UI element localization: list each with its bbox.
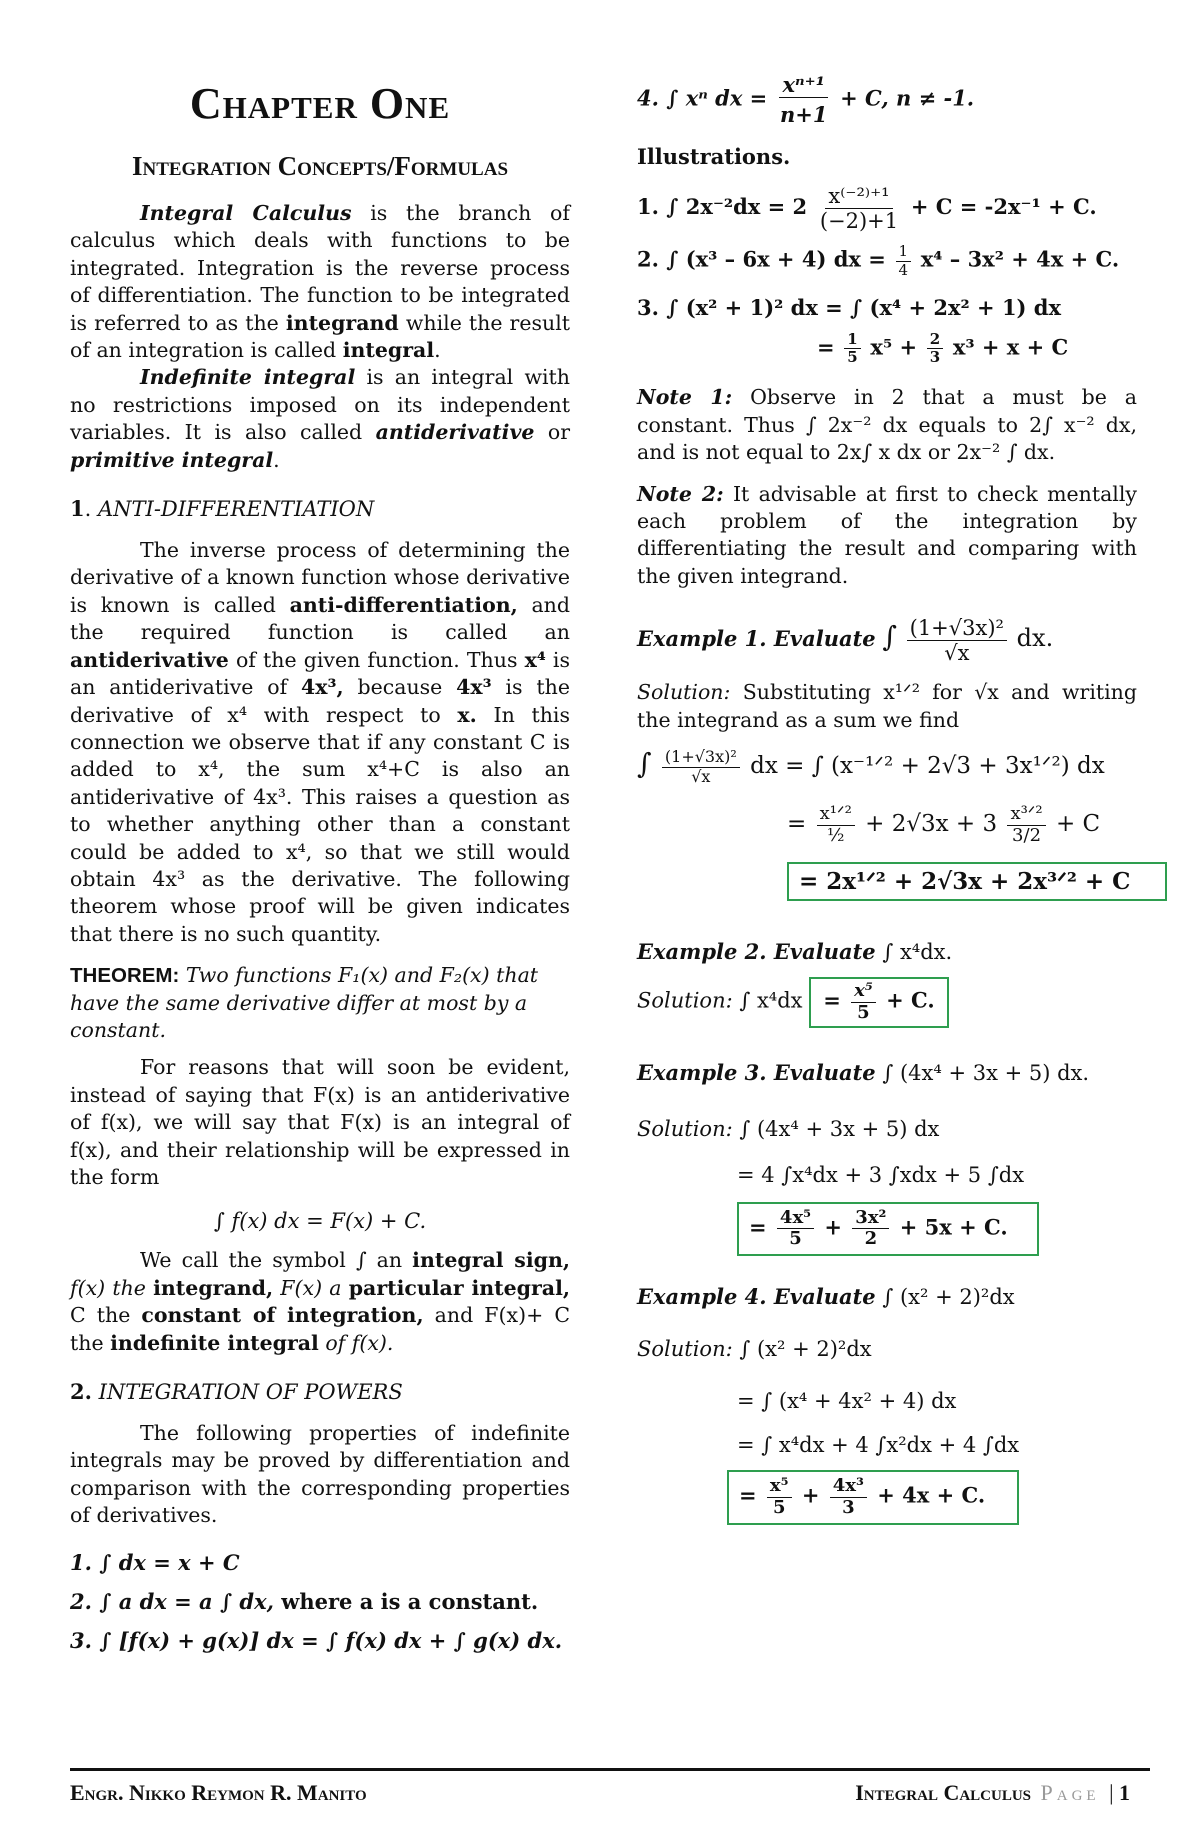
example-4-frac-2 (830, 1476, 867, 1518)
step-1-right: dx = ∫ (x⁻¹ᐟ² + 2√3 + 3x¹ᐟ²) dx (750, 753, 1105, 780)
illustration-3 (637, 293, 1137, 323)
footer-title: Integral Calculus (855, 1780, 1032, 1805)
anti-bold: x. (457, 702, 477, 727)
note-1-label: Note 1: (637, 385, 733, 410)
property-2 (70, 1589, 570, 1614)
indef-end: . (273, 447, 280, 472)
example-2-num: x⁵ (851, 981, 876, 1003)
section-heading-2 (70, 1379, 570, 1404)
solution-label: Solution: (637, 1337, 733, 1362)
anti-text: and the required function is called an (70, 592, 570, 645)
illus-3-frac-1 (844, 331, 860, 367)
example-1-solution-text: Substituting x¹ᐟ² for √x and writing the integrand as a sum we find (637, 680, 1137, 732)
example-1-num: (1+√3x)² (907, 616, 1007, 641)
section-subtitle: Integration Concepts/Formulas (131, 151, 509, 181)
illus-1-right: + C = -2x⁻¹ + C. (910, 194, 1097, 220)
illustration-1 (637, 184, 1137, 233)
example-4-eq: = (739, 1482, 757, 1508)
solution-label: Solution: (637, 1116, 733, 1141)
intro-text-2: while the result of an integration is called (70, 310, 570, 363)
note-1 (637, 384, 1137, 466)
example-1-dx: dx. (1016, 624, 1054, 653)
illustrations-heading (637, 142, 1137, 172)
call-bold: constant of integration, (141, 1303, 424, 1328)
example-2-fraction (851, 981, 876, 1023)
anti-text: of the given function. Thus (228, 647, 525, 672)
solution-label: Solution: (637, 989, 733, 1014)
example-2-eq: = (823, 988, 841, 1014)
page-number: 1 (1119, 1780, 1130, 1805)
example-4-f2-den: 3 (842, 1496, 855, 1518)
integral-form-text: ∫ f(x) dx = F(x) + C. (213, 1209, 427, 1234)
anti-bold: antiderivative (70, 647, 229, 672)
example-4-line-2: = ∫ (x⁴ + 4x² + 4) dx (737, 1389, 957, 1414)
anti-bold: 4x³, (301, 675, 344, 700)
example-3-line-1: ∫ (4x⁴ + 3x + 5) dx (732, 1116, 940, 1141)
illus-2-left: 2. ∫ (x³ – 6x + 4) dx = (637, 246, 886, 272)
illus-3-f1-den: 5 (847, 348, 858, 367)
intro-text-1: is the branch of calculus which deals with functions to be integrated. Integration is the reverse process of differentiation. The function to be integrated is referred to as the (70, 201, 570, 335)
property-1 (70, 1550, 570, 1575)
step-2-f1-num: x¹ᐟ² (817, 804, 855, 826)
solution-label: Solution: (637, 680, 731, 705)
example-1-title (637, 616, 1137, 665)
example-4-line-1: ∫ (x² + 2)²dx (732, 1337, 872, 1362)
step-2-f2-num: x³ᐟ² (1007, 804, 1045, 826)
step-2-mid: + 2√3x + 3 (865, 811, 998, 838)
example-3-f1-den: 5 (789, 1228, 802, 1250)
example-4-f1-num: x⁵ (767, 1476, 792, 1498)
section-heading-1: 1. ANTI-DIFFERENTIATION (70, 496, 375, 522)
call-text: of f(x). (318, 1330, 394, 1355)
property-4 (637, 70, 1137, 130)
example-3-f1-num: 4x⁵ (777, 1208, 814, 1230)
example-1-fraction (907, 616, 1007, 665)
illus-3-f2-den: 3 (929, 348, 941, 367)
example-4-frac-1 (767, 1476, 792, 1518)
example-2-end: + C. (886, 988, 935, 1014)
step-1-num: (1+√3x)² (662, 748, 740, 767)
illus-3-term-1: x⁵ + (870, 334, 918, 360)
call-text: C the (70, 1303, 142, 1328)
call-bold: indefinite integral (110, 1330, 319, 1355)
example-1-step-1-fraction (662, 748, 740, 786)
anti-bold: anti-differentiation, (289, 592, 518, 617)
illus-1-fraction (817, 184, 901, 233)
section-1-number: 1 (70, 496, 85, 522)
example-2-answer-box (809, 977, 948, 1027)
antidifferentiation-paragraph (70, 537, 570, 948)
property-3 (70, 1628, 570, 1653)
example-2-den: 5 (857, 1002, 870, 1024)
illustration-2 (637, 243, 1137, 279)
example-4-answer-box (727, 1470, 1019, 1524)
example-3-expression: ∫ (4x⁴ + 3x + 5) dx. (882, 1060, 1090, 1085)
call-text: F(x) a (273, 1275, 349, 1300)
theorem-text: Two functions F₁(x) and F₂(x) that have the same derivative differ at most by a constant. (70, 963, 539, 1042)
property-4-fraction (777, 70, 830, 130)
example-4-f1-den: 5 (772, 1496, 786, 1518)
integral-sign: ∫ (882, 620, 897, 654)
step-2-f1-den: ½ (826, 824, 845, 846)
example-3-frac-1 (777, 1208, 814, 1250)
call-bold: integral sign, (412, 1248, 570, 1273)
illus-2-num: 1 (896, 243, 912, 261)
step-1-den: √x (691, 766, 711, 786)
property-4-den: n+1 (779, 102, 828, 127)
example-4-answer-row (637, 1470, 1137, 1524)
illus-3-term-2: x³ + x + C (952, 334, 1069, 360)
example-2-solution (637, 977, 1137, 1027)
example-2-label: Example 2. Evaluate (637, 939, 876, 965)
section-1-title: ANTI-DIFFERENTIATION (97, 497, 375, 522)
illus-3-frac-2 (927, 331, 943, 367)
anti-bold: 4x³ (456, 675, 492, 700)
call-text: We call the symbol ∫ an (140, 1248, 413, 1273)
call-text: and F(x)+ C the (70, 1303, 571, 1355)
example-4-title (637, 1282, 1137, 1312)
section-2-title: INTEGRATION OF POWERS (98, 1380, 403, 1405)
example-4-plus: + (801, 1482, 820, 1508)
example-2-expression: ∫ x⁴dx. (882, 940, 953, 965)
illus-3-f2-num: 2 (927, 331, 943, 349)
example-3-answer-box (737, 1202, 1039, 1256)
section-2-number: 2. (70, 1379, 92, 1405)
term-antiderivative: antiderivative (375, 420, 535, 445)
illus-2-right: x⁴ – 3x² + 4x + C. (920, 246, 1120, 272)
anti-bold: x⁴ (524, 647, 546, 672)
step-2-frac-1 (817, 804, 855, 846)
note-1-text: Observe in 2 that a must be a constant. Thus ∫ 2x⁻² dx equals to 2∫ x⁻² dx, and is not equal to 2x∫ x dx or 2x⁻² ∫ dx. (637, 385, 1137, 465)
term-integral-calculus: Integral Calculus (140, 201, 352, 225)
footer-author: Engr. Nikko Reymon R. Manito (70, 1780, 367, 1805)
property-1-text: 1. ∫ dx = x + C (70, 1549, 240, 1575)
integral-form (70, 1209, 570, 1233)
step-2-f2-den: 3/2 (1012, 824, 1042, 846)
theorem (70, 962, 570, 1044)
property-3-text: 3. ∫ [f(x) + g(x)] dx = ∫ f(x) dx + ∫ g(x) dx. (70, 1627, 563, 1653)
term-integral: integral (342, 338, 435, 363)
term-indefinite-integral: Indefinite integral (140, 365, 356, 390)
anti-text: The inverse process of determining the derivative of a known function whose derivative is known is called (70, 538, 570, 617)
illustration-3-result (637, 331, 1137, 367)
example-3-f2-num: 3x² (852, 1208, 889, 1230)
term-integrand: integrand (285, 310, 399, 335)
symbol-paragraph (70, 1247, 570, 1357)
illus-3-line-1: 3. ∫ (x² + 1)² dx = ∫ (x⁴ + 2x² + 1) dx (637, 294, 1062, 320)
anti-text: because (343, 675, 457, 700)
illus-1-num: x⁽⁻²⁾⁺¹ (825, 184, 892, 209)
illus-1-den: (−2)+1 (819, 209, 899, 234)
property-4-num: xⁿ⁺¹ (779, 72, 827, 98)
indef-or: or (534, 420, 570, 445)
anti-text: In this connection we observe that if any constant C is added to x⁴, the sum x⁴+C is also an antiderivative of 4x³. This raises a question as to whether anything other than a constant could be added to x⁴, so that we still would obtain 4x³ as the derivative. The following theorem whose proof will be given indicates that there is no such quantity. (70, 702, 570, 946)
properties-intro: The following properties of indefinite integrals may be proved by differentiation and comparison with the corresponding properties of derivatives. (70, 1421, 570, 1528)
example-4-expression: ∫ (x² + 2)²dx (882, 1285, 1015, 1310)
chapter-title: Chapter One (189, 79, 451, 128)
illus-2-fraction (896, 243, 912, 279)
example-1-den: √x (944, 641, 970, 666)
property-2-note: where a is a constant. (273, 1588, 539, 1614)
left-column (70, 70, 570, 1667)
example-3-label: Example 3. Evaluate (637, 1059, 876, 1085)
example-4-solution (637, 1334, 1137, 1364)
example-2-left: ∫ x⁴dx (732, 989, 803, 1014)
example-3-title (637, 1058, 1137, 1088)
intro-end: . (434, 338, 441, 363)
property-4-right: + C, n ≠ -1. (840, 85, 975, 111)
example-3-frac-2 (852, 1208, 889, 1250)
illustrations-label: Illustrations. (637, 144, 791, 169)
call-bold: integrand, (153, 1275, 274, 1300)
note-2-text: It advisable at first to check mentally each problem of the integration by differentiating the result and comparing with the given integrand. (637, 481, 1137, 588)
property-2-formula: 2. ∫ a dx = a ∫ dx, (70, 1588, 274, 1614)
theorem-label: THEOREM: (70, 964, 180, 988)
step-2-end: + C (1055, 811, 1101, 838)
call-bold: particular integral, (348, 1275, 570, 1300)
example-1-step-2 (637, 804, 1137, 846)
footer-page-label: Page (1040, 1780, 1100, 1805)
example-1-answer-row (637, 862, 1137, 901)
example-3-solution (637, 1114, 1137, 1144)
step-2-eq: = (787, 811, 807, 838)
right-column (637, 70, 1137, 1525)
example-4-line-3: = ∫ x⁴dx + 4 ∫x²dx + 4 ∫dx (737, 1433, 1020, 1458)
note-2 (637, 481, 1137, 591)
term-primitive-integral: primitive integral (70, 447, 274, 472)
note-2-label: Note 2: (637, 481, 724, 506)
anti-text: is an antiderivative of (70, 647, 571, 700)
example-3-f2-den: 2 (864, 1228, 878, 1250)
footer-separator: | (1109, 1780, 1114, 1805)
integral-sign: ∫ (637, 747, 652, 781)
example-3-answer-row (637, 1202, 1137, 1256)
example-3-line-2: = 4 ∫x⁴dx + 3 ∫xdx + 5 ∫dx (737, 1162, 1025, 1187)
example-3-end: + 5x + C. (899, 1214, 1008, 1240)
example-1-answer-box: = 2x¹ᐟ² + 2√3x + 2x³ᐟ² + C (787, 862, 1167, 901)
intro-paragraph (70, 200, 570, 364)
example-1-label: Example 1. Evaluate (637, 626, 876, 652)
footer-divider (70, 1768, 1150, 1771)
example-3-plus: + (824, 1214, 842, 1240)
example-1-step-1 (637, 748, 1137, 786)
anti-text: is the derivative of x⁴ with respect to (70, 675, 570, 727)
indef-text-1: is an integral with no restrictions imposed on its independent variables. It is also called (70, 365, 570, 445)
reasons-paragraph: For reasons that will soon be evident, instead of saying that F(x) is an antiderivative of f(x), we will say that F(x) is an integral of f(x), and their relationship will be expressed in the form (70, 1055, 570, 1189)
illus-3-f1-num: 1 (844, 331, 860, 349)
example-4-f2-num: 4x³ (830, 1476, 867, 1498)
footer-page-info (855, 1780, 1130, 1806)
property-4-left: 4. ∫ xⁿ dx = (637, 85, 768, 111)
example-3-eq: = (749, 1214, 767, 1240)
illus-2-den: 4 (898, 260, 909, 279)
example-4-label: Example 4. Evaluate (637, 1284, 876, 1310)
call-text: f(x) the (70, 1275, 154, 1300)
example-1-solution (637, 679, 1137, 734)
indefinite-paragraph (70, 364, 570, 474)
illus-1-left: 1. ∫ 2x⁻²dx = 2 (637, 194, 808, 220)
example-2-title (637, 937, 1137, 967)
illus-3-eq: = (817, 334, 835, 360)
step-2-frac-2 (1007, 804, 1045, 846)
example-4-end: + 4x + C. (877, 1482, 986, 1508)
